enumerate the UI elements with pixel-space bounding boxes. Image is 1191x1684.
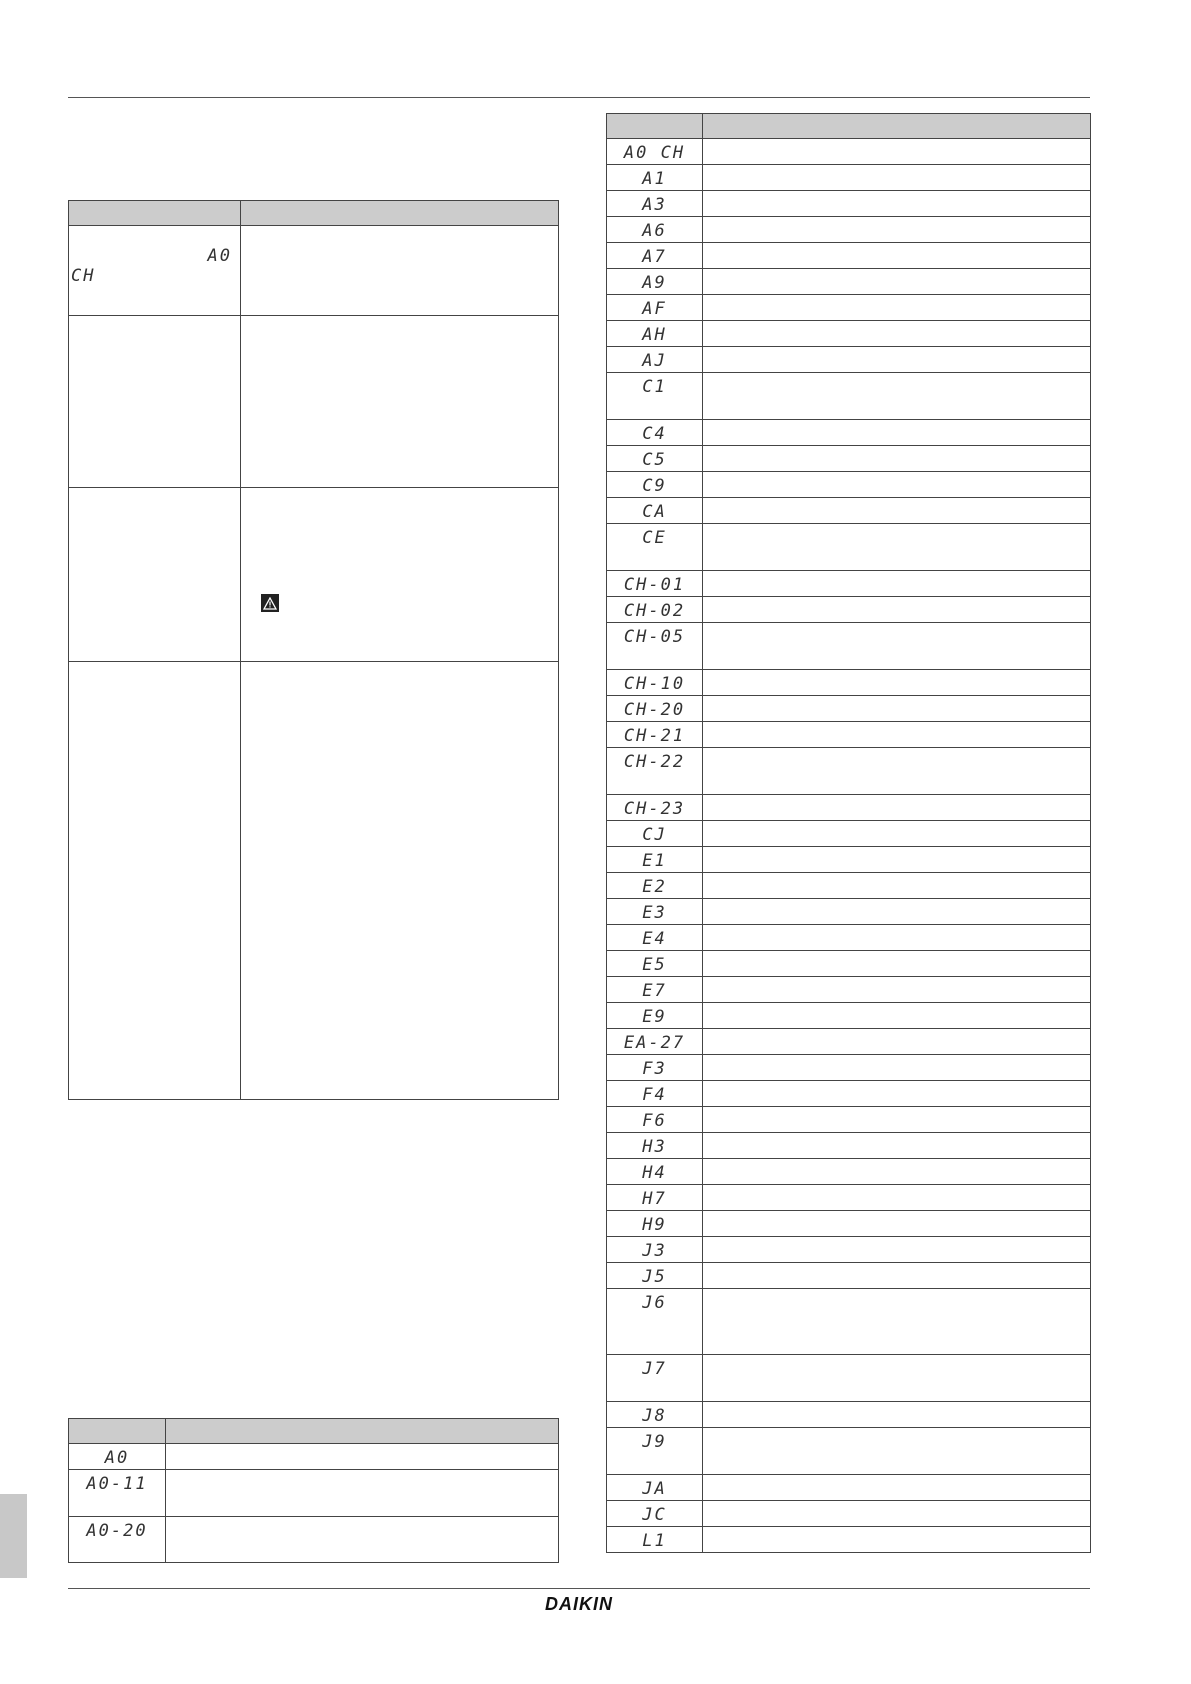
error-code: F6 <box>642 1111 667 1131</box>
table-row <box>69 662 559 1100</box>
table-row <box>607 1428 1091 1475</box>
table-row <box>607 597 1091 623</box>
table-row <box>607 795 1091 821</box>
table-row <box>607 873 1091 899</box>
error-code: F4 <box>642 1085 667 1105</box>
table-row <box>607 571 1091 597</box>
error-code: CA <box>642 502 667 522</box>
table-row <box>69 316 559 488</box>
table-row <box>607 217 1091 243</box>
error-code: C4 <box>642 424 667 444</box>
error-code: CH <box>71 266 96 286</box>
table-row <box>69 1444 559 1470</box>
table-row <box>607 670 1091 696</box>
table-row <box>607 748 1091 795</box>
table-row <box>607 925 1091 951</box>
error-code: CH-02 <box>623 601 686 621</box>
table-row <box>607 165 1091 191</box>
error-code: A1 <box>642 169 667 189</box>
table-row <box>607 1402 1091 1428</box>
error-code: A0 CH <box>623 143 686 163</box>
error-code: A6 <box>642 221 667 241</box>
right-error-code-table <box>606 113 1091 1553</box>
table-row <box>607 1133 1091 1159</box>
error-code: E4 <box>642 929 667 949</box>
error-code: A0-11 <box>86 1474 148 1494</box>
table-row <box>607 722 1091 748</box>
error-code: H4 <box>642 1163 667 1183</box>
table-row <box>69 488 559 662</box>
error-code: CH-21 <box>623 726 686 746</box>
table-row <box>607 446 1091 472</box>
table-row <box>607 899 1091 925</box>
table-row <box>607 1107 1091 1133</box>
table-row <box>607 847 1091 873</box>
error-code: JC <box>642 1505 667 1525</box>
table-row <box>607 1289 1091 1355</box>
table-row <box>69 226 559 316</box>
table-row <box>69 1470 559 1517</box>
table-header-row <box>69 201 559 226</box>
table-row <box>607 1003 1091 1029</box>
error-code: JA <box>642 1479 667 1499</box>
error-code: L1 <box>642 1531 667 1551</box>
left-top-table <box>68 200 559 1100</box>
table-row <box>607 191 1091 217</box>
table-row <box>607 498 1091 524</box>
error-code: AF <box>642 299 667 319</box>
table-header-row <box>607 114 1091 139</box>
table-row <box>607 347 1091 373</box>
table-row <box>607 1055 1091 1081</box>
error-code: A9 <box>642 273 667 293</box>
daikin-logo: DAIKIN <box>545 1594 613 1614</box>
error-code: H7 <box>642 1189 667 1209</box>
error-code: CH-23 <box>623 799 686 819</box>
error-code: J5 <box>642 1267 667 1287</box>
error-code: EA-27 <box>623 1033 686 1053</box>
error-code: C1 <box>642 377 667 397</box>
table-header-row <box>69 1419 559 1444</box>
error-code: CH-05 <box>623 627 686 647</box>
error-code: CE <box>642 528 667 548</box>
error-code: E7 <box>642 981 667 1001</box>
error-code: A3 <box>642 195 667 215</box>
error-code: E5 <box>642 955 667 975</box>
error-code: E3 <box>642 903 667 923</box>
table-row <box>607 1355 1091 1402</box>
table-row <box>607 1237 1091 1263</box>
table-row <box>607 1527 1091 1553</box>
error-code: E1 <box>642 851 667 871</box>
error-code: H9 <box>642 1215 667 1235</box>
table-row <box>607 951 1091 977</box>
table-row <box>607 623 1091 670</box>
table-row <box>607 1501 1091 1527</box>
error-code: A0 <box>207 246 232 266</box>
error-code: CH-22 <box>623 752 686 772</box>
side-tab <box>0 1494 27 1578</box>
table-row <box>607 696 1091 722</box>
table-row <box>607 1029 1091 1055</box>
error-code: CJ <box>642 825 667 845</box>
table-row <box>607 295 1091 321</box>
error-code: J8 <box>642 1406 667 1426</box>
error-code: CH-20 <box>623 700 686 720</box>
table-row <box>607 1211 1091 1237</box>
header-rule <box>68 97 1090 98</box>
error-code: CH-10 <box>623 674 686 694</box>
table-row <box>69 1517 559 1563</box>
table-row <box>607 1185 1091 1211</box>
error-code: J6 <box>642 1293 667 1313</box>
error-code: J3 <box>642 1241 667 1261</box>
error-code: AJ <box>642 351 667 371</box>
error-code: J9 <box>642 1432 667 1452</box>
table-row <box>607 1159 1091 1185</box>
table-row <box>607 1081 1091 1107</box>
error-code: C9 <box>642 476 667 496</box>
table-row <box>607 472 1091 498</box>
error-code: H3 <box>642 1137 667 1157</box>
table-row <box>607 321 1091 347</box>
table-row <box>607 977 1091 1003</box>
table-row <box>607 420 1091 446</box>
error-code: AH <box>642 325 667 345</box>
table-row <box>607 1475 1091 1501</box>
footer-rule <box>68 1588 1090 1589</box>
error-code: CH-01 <box>623 575 686 595</box>
error-code: J7 <box>642 1359 667 1379</box>
left-bottom-table <box>68 1418 559 1563</box>
error-code: E2 <box>642 877 667 897</box>
error-code: E9 <box>642 1007 667 1027</box>
table-row <box>607 821 1091 847</box>
warning-triangle-icon <box>261 594 279 612</box>
table-row <box>607 524 1091 571</box>
error-code: F3 <box>642 1059 667 1079</box>
error-code: C5 <box>642 450 667 470</box>
error-code: A0-20 <box>86 1521 148 1541</box>
table-row <box>607 139 1091 165</box>
error-code: A7 <box>642 247 667 267</box>
table-row <box>607 269 1091 295</box>
table-row <box>607 1263 1091 1289</box>
table-row <box>607 373 1091 420</box>
table-row <box>607 243 1091 269</box>
error-code: A0 <box>104 1448 130 1468</box>
